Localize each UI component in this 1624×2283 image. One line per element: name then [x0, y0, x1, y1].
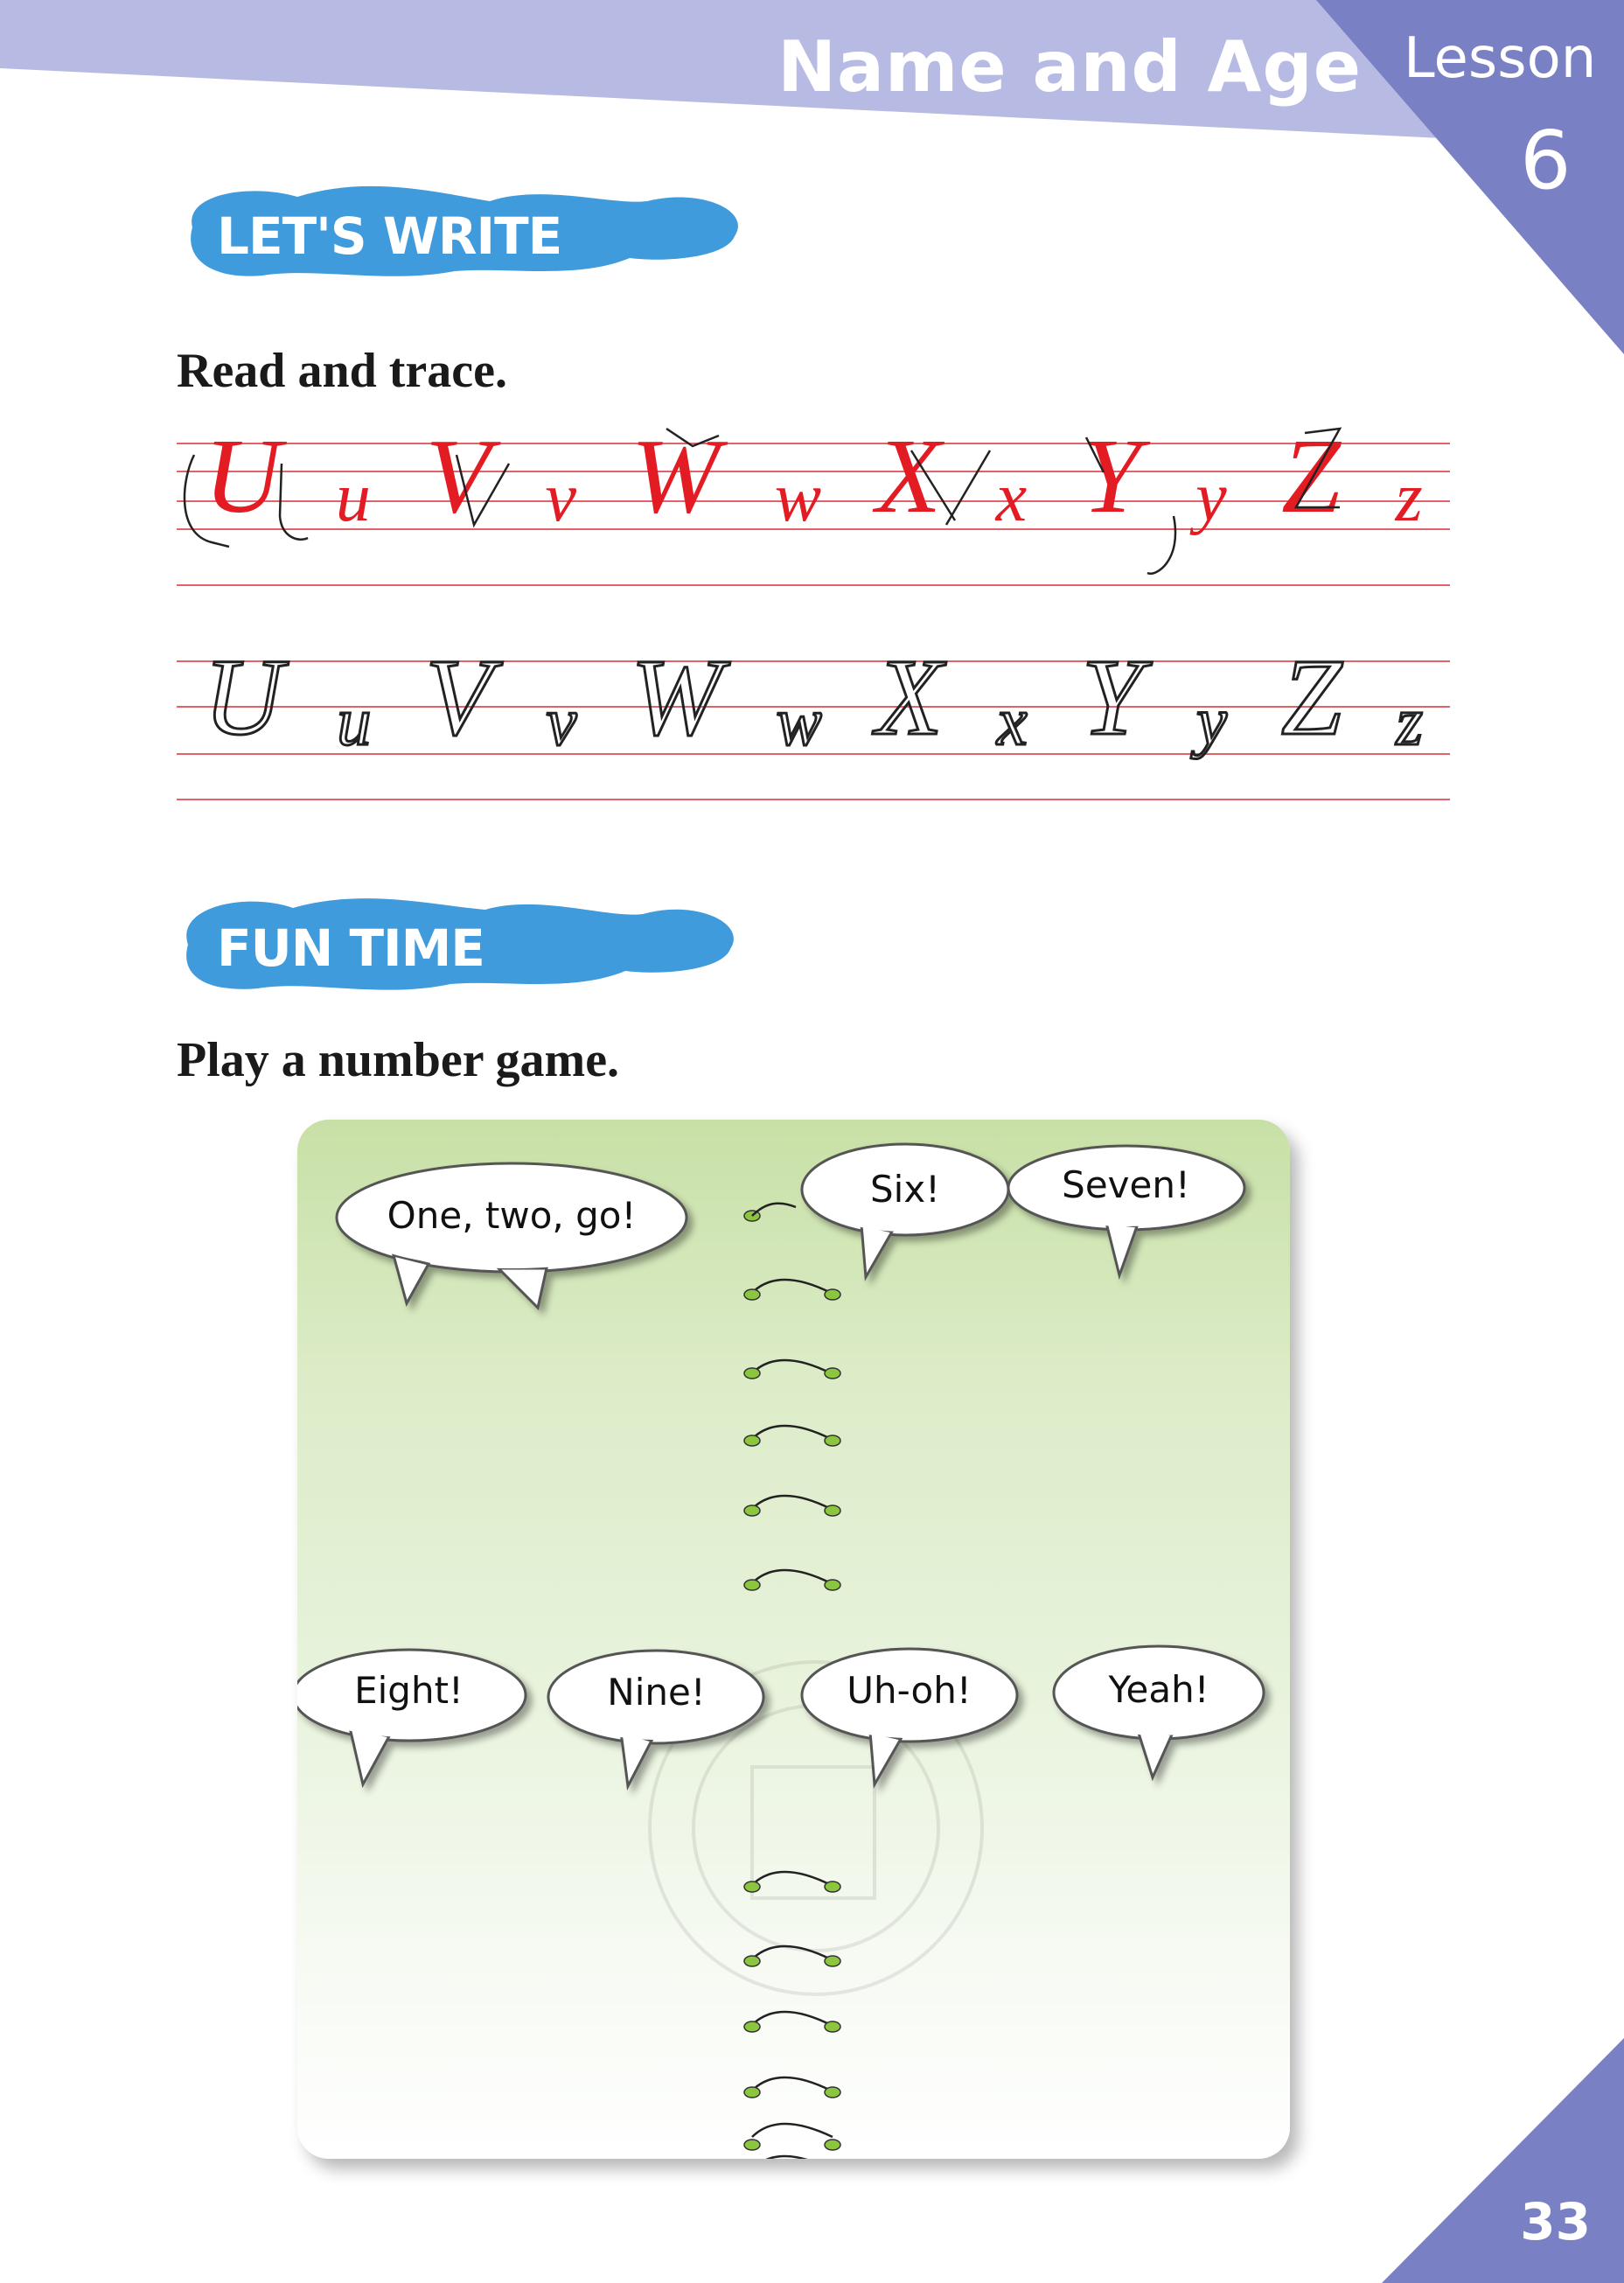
lesson-label: Lesson: [1404, 26, 1597, 91]
trace-letter-W: W: [631, 638, 722, 758]
trace-letter-v: v: [546, 683, 577, 759]
bubble-seven: Seven!: [1062, 1163, 1190, 1206]
fun-time-badge-label: FUN TIME: [217, 918, 484, 978]
trace-letter-x: x: [997, 683, 1028, 759]
bubble-one-two-go: One, two, go!: [387, 1194, 637, 1237]
model-letter-W: W: [631, 417, 721, 535]
model-letter-Y: Y: [1081, 417, 1141, 535]
bubble-nine: Nine!: [607, 1671, 706, 1714]
bubble-six: Six!: [869, 1168, 941, 1211]
bubble-yeah: Yeah!: [1108, 1668, 1209, 1711]
game-illustration: [297, 1120, 1290, 2159]
model-letter-U: U: [204, 417, 282, 535]
model-letter-x: x: [995, 459, 1028, 536]
model-letter-w: w: [774, 459, 822, 536]
model-letter-V: V: [425, 417, 491, 535]
fun-instruction: Play a number game.: [177, 1033, 620, 1087]
write-instruction: Read and trace.: [177, 344, 507, 398]
trace-letter-u: u: [337, 683, 372, 759]
model-letter-v: v: [545, 459, 577, 536]
trace-letter-Z: Z: [1280, 638, 1342, 758]
trace-letter-Y: Y: [1081, 638, 1143, 758]
trace-letter-y: y: [1196, 683, 1227, 759]
lets-write-badge: LET'S WRITE: [217, 206, 562, 266]
trace-letters-row: [177, 638, 1450, 761]
trace-letter-w: w: [776, 683, 822, 759]
model-letter-y: y: [1195, 459, 1227, 536]
bubble-eight: Eight!: [354, 1669, 464, 1712]
trace-letter-V: V: [425, 638, 492, 758]
trace-letter-z: z: [1396, 683, 1423, 759]
page-number: 33: [1520, 2192, 1591, 2252]
trace-letter-U: U: [204, 638, 283, 758]
lesson-number: 6: [1520, 114, 1572, 207]
model-letter-u: u: [335, 459, 371, 536]
model-letter-Z: Z: [1281, 417, 1342, 535]
trace-letter-X: X: [875, 638, 943, 758]
stroke-order-arrows: [177, 411, 1450, 604]
model-letter-X: X: [875, 417, 942, 535]
bubble-uh-oh: Uh-oh!: [847, 1669, 972, 1712]
lesson-title: Name and Age: [777, 26, 1362, 108]
model-letter-z: z: [1395, 459, 1423, 536]
